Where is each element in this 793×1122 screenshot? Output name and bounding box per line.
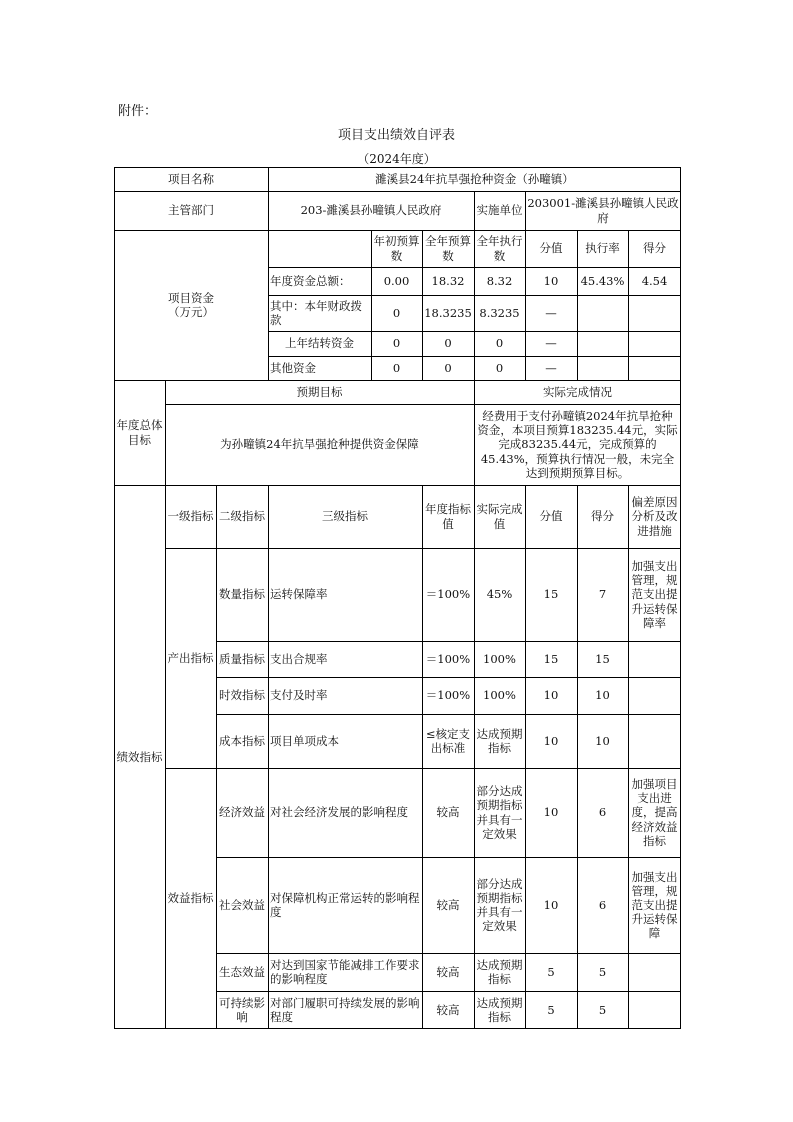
- funds-total-label: 年度资金总额：: [270, 273, 351, 288]
- output-indicators-label: 产出指标: [167, 650, 214, 665]
- indicator-row-target: 较高: [436, 805, 460, 820]
- impl-unit-value: 203001-濉溪县孙疃镇人民政府: [527, 196, 679, 225]
- indicator-row-actual: 达成预期指标: [476, 957, 523, 986]
- indicator-row-l3: 对部门履职可持续发展的影响程度: [270, 995, 420, 1024]
- dept-value: 203-濉溪县孙疃镇人民政府: [300, 203, 442, 218]
- page-title: 项目支出绩效自评表: [337, 128, 455, 143]
- funds-label: 项目资金（万元）: [168, 290, 214, 319]
- indicator-row-note: [628, 991, 681, 1029]
- indicator-row-l2: 经济效益: [219, 805, 265, 820]
- funds-fiscal-score-value: —: [545, 305, 557, 320]
- indicator-row-actual: 达成预期指标: [476, 995, 523, 1024]
- indicator-row-target: 较高: [436, 897, 460, 912]
- funds-other-label: 其他资金: [270, 360, 316, 375]
- funds-header-rate: 执行率: [585, 241, 620, 256]
- indicator-row-score: 10: [595, 688, 610, 703]
- funds-total-annual: 18.32: [431, 273, 465, 288]
- ind-header-score: 得分: [591, 509, 614, 524]
- report-year: （2024年度）: [357, 152, 436, 166]
- funds-header-score-value: 分值: [539, 241, 563, 256]
- indicator-row-target: ＝100%: [425, 651, 471, 666]
- indicator-row-value: 5: [547, 1002, 555, 1017]
- indicator-row-l3: 对社会经济发展的影响程度: [270, 805, 408, 820]
- indicator-row-actual: 达成预期指标: [476, 726, 523, 755]
- funds-fiscal-initial: 0: [392, 305, 401, 320]
- funds-total-score-value: 10: [543, 273, 559, 288]
- indicator-row-score: 10: [595, 733, 610, 748]
- indicator-row-target: 较高: [436, 964, 460, 979]
- funds-header-executed: 全年执行数: [476, 234, 523, 263]
- attachment-label: 附件：: [118, 104, 158, 119]
- indicator-row-note: 加强支出管理，规范支出提升运转保障: [631, 869, 678, 941]
- funds-carryover-executed: 0: [495, 336, 504, 351]
- indicator-row-note: 加强支出管理，规范支出提升运转保障率: [631, 559, 678, 630]
- funds-total-score: 4.54: [641, 273, 668, 288]
- funds-header-initial: 年初预算数: [373, 234, 420, 263]
- indicator-row-l3: 支出合规率: [270, 651, 328, 666]
- indicator-row-value: 15: [543, 587, 559, 602]
- indicator-row-value: 10: [543, 733, 559, 748]
- goals-actual-text: 经费用于支付孙疃镇2024年抗旱抢种资金，本项目预算183235.44元，实际完成83235.44元，完成预算的45.43%，预算执行情况一般，未完全达到预期预算目标。: [477, 409, 678, 480]
- funds-fiscal-label: 其中：本年财政拨款: [270, 298, 362, 327]
- indicator-row-score: 7: [598, 587, 607, 602]
- indicator-row-l2: 社会效益: [219, 897, 265, 912]
- indicator-row-l3: 项目单项成本: [270, 733, 339, 748]
- self-evaluation-table: [114, 167, 681, 1029]
- indicator-row-value: 10: [543, 897, 559, 912]
- indicators-label: 绩效指标: [116, 749, 163, 764]
- funds-header-annual: 全年预算数: [425, 234, 471, 263]
- funds-fiscal-executed: 8.3235: [479, 305, 520, 320]
- funds-total-rate: 45.43%: [580, 273, 625, 288]
- funds-fiscal-annual: 18.3235: [424, 305, 472, 320]
- ind-header-target: 年度指标值: [425, 502, 471, 531]
- indicator-row-l3: 支付及时率: [270, 688, 328, 703]
- project-name-value: 濉溪县24年抗旱强抢种资金（孙疃镇）: [375, 171, 574, 186]
- indicator-row-score: 5: [598, 964, 607, 979]
- ind-header-note: 偏差原因分析及改进措施: [631, 495, 678, 538]
- funds-total-initial: 0.00: [383, 273, 410, 288]
- indicator-row-l2: 质量指标: [219, 651, 265, 666]
- indicator-row-note: 加强项目支出进度，提高经济效益指标: [631, 777, 678, 848]
- indicator-row-note: [628, 714, 681, 768]
- indicator-row-actual: 100%: [483, 688, 516, 703]
- indicator-row-value: 10: [543, 805, 559, 820]
- ind-header-l1: 一级指标: [167, 509, 214, 524]
- indicator-row-score: 6: [598, 805, 607, 820]
- indicator-row-l3: 对达到国家节能减排工作要求的影响程度: [270, 957, 420, 986]
- goals-expected-text: 为孙疃镇24年抗旱强抢种提供资金保障: [220, 437, 419, 452]
- ind-header-l2: 二级指标: [219, 509, 265, 524]
- ind-header-l3: 三级指标: [322, 509, 368, 524]
- funds-other-score-value: —: [545, 360, 557, 375]
- indicator-row-value: 5: [547, 964, 555, 979]
- funds-other-executed: 0: [495, 360, 504, 375]
- benefit-indicators-label: 效益指标: [167, 891, 214, 906]
- impl-unit-label: 实施单位: [476, 203, 523, 218]
- indicator-row-l2: 成本指标: [219, 733, 265, 748]
- indicator-row-l3: 运转保障率: [270, 587, 328, 602]
- dept-label: 主管部门: [168, 203, 214, 218]
- indicator-row-target: ＝100%: [425, 587, 471, 602]
- funds-header-score: 得分: [643, 241, 666, 256]
- indicator-row-l2: 可持续影响: [219, 995, 265, 1024]
- funds-other-annual: 0: [444, 360, 452, 375]
- indicator-row-value: 15: [543, 651, 559, 666]
- indicator-row-note: [628, 641, 681, 677]
- indicator-row-target: ≤核定支出标准: [425, 726, 471, 755]
- indicator-row-l2: 数量指标: [219, 587, 265, 602]
- indicator-row-actual: 100%: [483, 651, 516, 666]
- indicator-row-l3: 对保障机构正常运转的影响程度: [270, 890, 420, 919]
- project-name-label: 项目名称: [168, 171, 214, 186]
- indicator-row-l2: 时效指标: [219, 688, 265, 703]
- indicator-row-actual: 部分达成预期指标并具有一定效果: [476, 876, 523, 934]
- indicator-row-actual: 45%: [486, 587, 513, 602]
- indicator-row-target: 较高: [436, 1002, 460, 1017]
- indicator-row-score: 6: [598, 897, 607, 912]
- funds-carryover-label: 上年结转资金: [285, 336, 354, 351]
- funds-carryover-score-value: —: [545, 336, 557, 351]
- goals-label: 年度总体目标: [116, 418, 163, 447]
- indicator-row-score: 5: [598, 1002, 607, 1017]
- indicator-row-target: ＝100%: [425, 688, 471, 703]
- funds-carryover-initial: 0: [392, 336, 401, 351]
- goals-actual-header: 实际完成情况: [543, 384, 612, 399]
- ind-header-value: 分值: [539, 509, 563, 524]
- ind-header-actual: 实际完成值: [476, 502, 523, 531]
- indicator-row-note: [628, 677, 681, 714]
- funds-carryover-annual: 0: [444, 336, 452, 351]
- indicator-row-note: [628, 953, 681, 991]
- indicator-row-score: 15: [595, 651, 610, 666]
- indicator-row-value: 10: [543, 688, 559, 703]
- goals-expected-header: 预期目标: [296, 384, 343, 399]
- funds-total-executed: 8.32: [486, 273, 513, 288]
- indicator-row-l2: 生态效益: [219, 964, 265, 979]
- indicator-row-actual: 部分达成预期指标并具有一定效果: [476, 784, 523, 841]
- funds-other-initial: 0: [392, 360, 401, 375]
